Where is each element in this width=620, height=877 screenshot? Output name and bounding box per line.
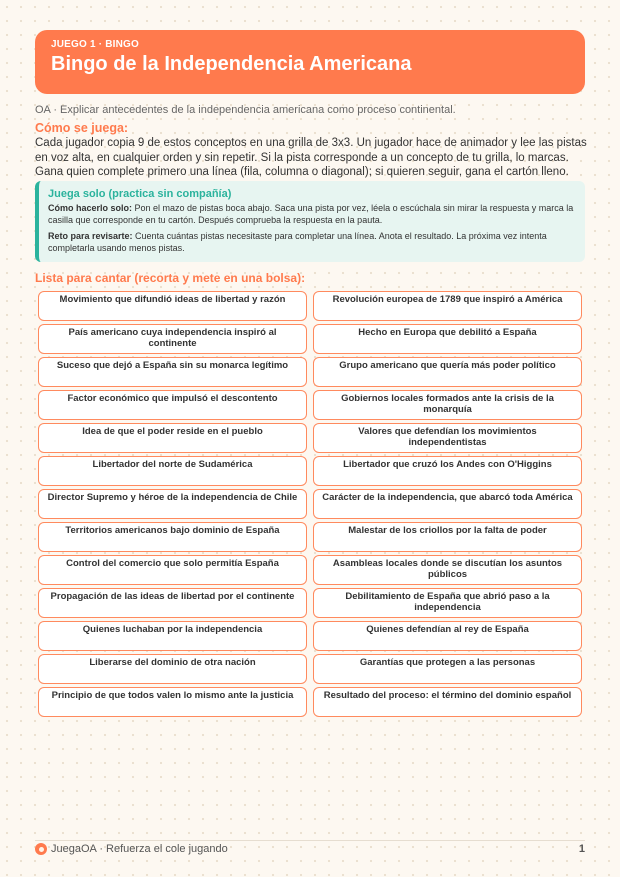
clue-card: Territorios americanos bajo dominio de España: [38, 522, 307, 552]
clue-card: Quienes defendían al rey de España: [313, 621, 582, 651]
game-kicker: JUEGO 1 · BINGO: [51, 39, 140, 50]
logo-icon: [35, 843, 47, 855]
clue-card: Grupo americano que quería más poder político: [313, 357, 582, 387]
clue-card: Valores que defendían los movimientos independentistas: [313, 423, 582, 453]
clue-card: Malestar de los criollos por la falta de poder: [313, 522, 582, 552]
clue-card: Revolución europea de 1789 que inspiró a América: [313, 291, 582, 321]
learning-objective: OA · Explicar antecedentes de la independencia americana como proceso continental.: [35, 104, 456, 116]
clue-card: País americano cuya independencia inspiró al continente: [38, 324, 307, 354]
clue-card: Libertador que cruzó los Andes con O'Higgins: [313, 456, 582, 486]
how-to-play-text: Cada jugador copia 9 de estos conceptos en una grilla de 3x3. Un jugador hace de animador y lee las pistas en voz alta, en cualquier orden y sin repetir. Si la pista corresponde a un concepto de tu grilla, lo marcas. Gana quien complete primero una línea (fila, columna o diagonal); si quieren seguir, gana el cartón lleno.: [35, 137, 587, 178]
clue-card: Quienes luchaban por la independencia: [38, 621, 307, 651]
clue-list-heading: Lista para cantar (recorta y mete en una bolsa):: [35, 271, 306, 285]
solo-challenge-label: Reto para revisarte:: [48, 231, 133, 241]
clue-card: Control del comercio que solo permitía España: [38, 555, 307, 585]
clue-card: Gobiernos locales formados ante la crisis de la monarquía: [313, 390, 582, 420]
clue-card: Carácter de la independencia, que abarcó toda América: [313, 489, 582, 519]
clue-card: Director Supremo y héroe de la independencia de Chile: [38, 489, 307, 519]
how-to-play-heading: Cómo se juega:: [35, 121, 129, 135]
solo-play-box: [35, 181, 585, 262]
clue-card: Asambleas locales donde se discutían los asuntos públicos: [313, 555, 582, 585]
footer-brand: JuegaOA · Refuerza el cole jugando: [51, 843, 228, 855]
solo-challenge-text: Cuenta cuántas pistas necesitaste para completar una línea. Anota el resultado. La próxima vez intenta completarla usando menos pistas.: [48, 231, 547, 253]
clue-card: Resultado del proceso: el término del dominio español: [313, 687, 582, 717]
clue-card: Factor económico que impulsó el descontento: [38, 390, 307, 420]
clue-card: Hecho en Europa que debilitó a España: [313, 324, 582, 354]
footer: [35, 843, 585, 855]
clue-card: Liberarse del dominio de otra nación: [38, 654, 307, 684]
solo-how-paragraph: [48, 203, 575, 226]
solo-challenge-paragraph: [48, 231, 575, 254]
clue-card: Garantías que protegen a las personas: [313, 654, 582, 684]
clue-card: Principio de que todos valen lo mismo ante la justicia: [38, 687, 307, 717]
solo-how-label: Cómo hacerlo solo:: [48, 203, 133, 213]
page-title: Bingo de la Independencia Americana: [51, 53, 412, 75]
solo-how-text: Pon el mazo de pistas boca abajo. Saca una pista por vez, léela o escúchala sin mirar la respuesta y marca la casilla que corresponde en tu cartón. Después comprueba la respuesta en la pauta.: [48, 203, 574, 225]
page-number: 1: [578, 843, 585, 855]
clue-card-grid: [38, 291, 582, 717]
header-banner: [35, 30, 585, 94]
clue-card: Suceso que dejó a España sin su monarca legítimo: [38, 357, 307, 387]
footer-divider: [35, 840, 585, 841]
clue-card: Libertador del norte de Sudamérica: [38, 456, 307, 486]
clue-card: Movimiento que difundió ideas de libertad y razón: [38, 291, 307, 321]
clue-card: Propagación de las ideas de libertad por el continente: [38, 588, 307, 618]
clue-card: Idea de que el poder reside en el pueblo: [38, 423, 307, 453]
solo-title: Juega solo (practica sin compañía): [48, 188, 232, 200]
clue-card: Debilitamiento de España que abrió paso a la independencia: [313, 588, 582, 618]
